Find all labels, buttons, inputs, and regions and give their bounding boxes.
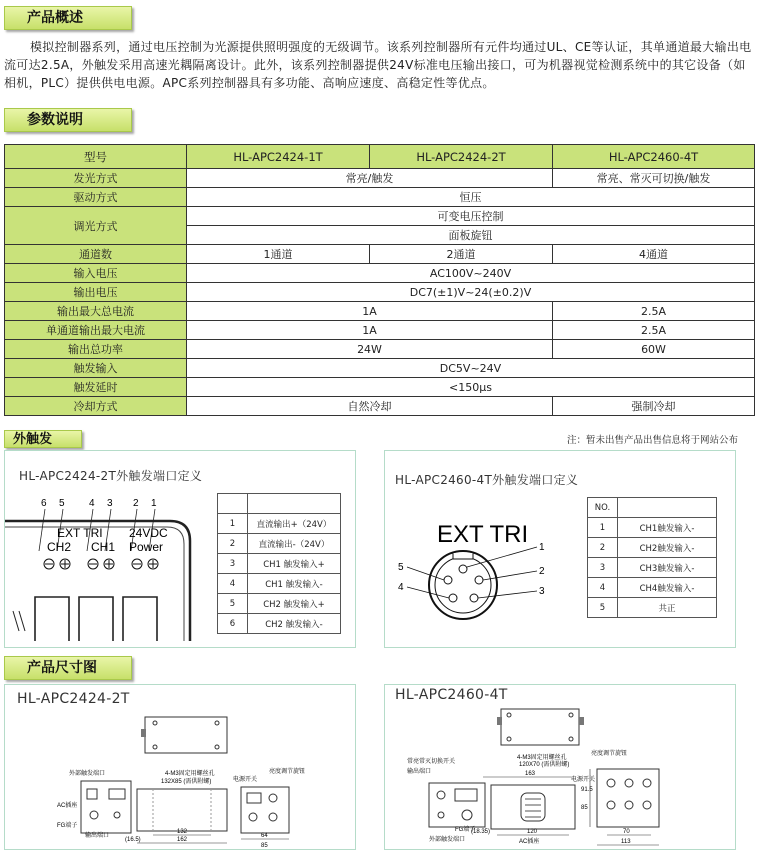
spec-label: 输出总功率	[5, 340, 187, 359]
ext-trigger-panel-2424	[4, 450, 356, 648]
ext-trigger-heading: 外触发	[4, 430, 82, 448]
spec-label: 输出最大总电流	[5, 302, 187, 321]
dimensions-heading: 产品尺寸图	[4, 656, 132, 680]
spec-value: 60W	[553, 340, 755, 359]
dim-ac-socket: AC插座	[57, 803, 78, 809]
spec-row-light-mode	[5, 169, 755, 188]
dim-85: 85	[581, 805, 588, 811]
spec-value: 常亮/触发	[187, 169, 553, 188]
spec-note: 注：暂未出售产品出售信息将于网站公布	[566, 435, 738, 446]
connector-num-4: 4	[398, 582, 404, 593]
pin-row: 5 CH2 触发输入+	[218, 594, 341, 614]
params-heading: 参数说明	[4, 108, 132, 132]
pin-row: 5 共正	[588, 598, 717, 618]
connector-num-3: 3	[539, 586, 545, 597]
spec-value: 恒压	[187, 188, 755, 207]
pin-row: 2 直流输出-（24V）	[218, 534, 341, 554]
terminal-num-4: 4	[89, 498, 95, 509]
overview-heading: 产品概述	[4, 6, 132, 30]
dim-power-switch: 电源开关	[571, 777, 596, 783]
pin-row: 4 CH1 触发输入-	[218, 574, 341, 594]
terminal-num-5: 5	[59, 498, 65, 509]
spec-value: 1通道	[187, 245, 370, 264]
dimension-title-2424: HL-APC2424-2T	[17, 691, 130, 707]
pin-row: 3 CH1 触发输入+	[218, 554, 341, 574]
pin-row: 1 直流输出+（24V）	[218, 514, 341, 534]
dim-163: 163	[525, 771, 536, 777]
spec-model-label: 型号	[5, 145, 187, 169]
dim-ac-socket: AC插座	[519, 839, 540, 845]
ext-trigger-title-2424: HL-APC2424-2T外触发端口定义	[19, 469, 203, 483]
dim-holes-label: 4-M3固定用螺丝孔	[165, 771, 215, 777]
terminal-panel-drawing	[5, 491, 215, 641]
terminal-num-6: 6	[41, 498, 47, 509]
spec-model-2: HL-APC2424-2T	[370, 145, 553, 169]
pin-table-2424	[217, 493, 341, 634]
dimension-panel-2424	[4, 684, 356, 850]
pin-row: 1 CH1触发输入-	[588, 518, 717, 538]
spec-value: 自然冷却	[187, 397, 553, 416]
spec-model-3: HL-APC2460-4T	[553, 145, 755, 169]
spec-label: 调光方式	[5, 207, 187, 245]
spec-value: 面板旋钮	[187, 226, 755, 245]
spec-value: DC5V~24V	[187, 359, 755, 378]
spec-label: 触发延时	[5, 378, 187, 397]
pin-row: 4 CH4触发输入-	[588, 578, 717, 598]
dim-64: 64	[261, 833, 268, 839]
spec-table	[4, 144, 755, 416]
spec-row-output-voltage	[5, 283, 755, 302]
dim-hole-spacing: 120X70 (需供附螺)	[519, 762, 570, 768]
terminal-num-3: 3	[107, 498, 113, 509]
dimension-drawing-2460	[385, 703, 735, 849]
dim-hole-spacing: 132X85 (需供附螺)	[161, 779, 212, 785]
terminal-num-1: 1	[151, 498, 157, 509]
spec-label: 单通道输出最大电流	[5, 321, 187, 340]
spec-row-max-total-current	[5, 302, 755, 321]
pin-row: NO.	[588, 498, 717, 518]
spec-label: 输入电压	[5, 264, 187, 283]
pin-row	[218, 494, 341, 514]
spec-value: 4通道	[553, 245, 755, 264]
pin-row: 6 CH2 触发输入-	[218, 614, 341, 634]
spec-row-cooling	[5, 397, 755, 416]
spec-label: 发光方式	[5, 169, 187, 188]
dim-ext-port: 外部触发端口	[429, 837, 466, 843]
spec-row-trigger-input	[5, 359, 755, 378]
connector-num-5: 5	[398, 562, 404, 573]
dimension-title-2460: HL-APC2460-4T	[395, 687, 508, 703]
dim-132: 132	[177, 829, 188, 835]
spec-value: 强制冷却	[553, 397, 755, 416]
dimension-drawing-2424	[5, 709, 355, 849]
dim-70: 70	[623, 829, 630, 835]
spec-value: AC100V~240V	[187, 264, 755, 283]
pin-table-2460	[587, 497, 717, 618]
pin-row: 2 CH2触发输入-	[588, 538, 717, 558]
dimension-panel-2460	[384, 684, 736, 850]
spec-header-row	[5, 145, 755, 169]
connector-label: EXT TRI	[437, 521, 529, 548]
spec-value: <150μs	[187, 378, 755, 397]
dim-16-5: (16.5)	[125, 837, 141, 843]
ch2-label: CH2	[47, 540, 72, 554]
spec-label: 输出电压	[5, 283, 187, 302]
spec-value: 24W	[187, 340, 553, 359]
spec-row-dimming-1	[5, 207, 755, 226]
pin-row: 3 CH3触发输入-	[588, 558, 717, 578]
dim-mode-switch: 常亮常灭切换开关	[407, 759, 456, 765]
spec-label: 冷却方式	[5, 397, 187, 416]
dim-18-35: (18.35)	[471, 829, 491, 835]
spec-model-1: HL-APC2424-1T	[187, 145, 370, 169]
dim-output-port: 输出端口	[407, 769, 432, 775]
spec-value: 2通道	[370, 245, 553, 264]
spec-value: 常亮、常灭可切换/触发	[553, 169, 755, 188]
connector-num-2: 2	[539, 566, 545, 577]
spec-label: 通道数	[5, 245, 187, 264]
spec-value: 1A	[187, 321, 553, 340]
spec-row-channels	[5, 245, 755, 264]
dim-120: 120	[527, 829, 538, 835]
connector-num-1: 1	[539, 542, 545, 553]
dim-162: 162	[177, 837, 188, 843]
dim-fg: FG端子	[455, 827, 476, 833]
dim-ext-port: 外部触发端口	[69, 771, 106, 777]
dim-brightness-knob: 亮度调节旋钮	[269, 769, 306, 775]
spec-row-max-channel-current	[5, 321, 755, 340]
dim-holes-label: 4-M3固定用螺丝孔	[517, 755, 567, 761]
connector-drawing	[385, 497, 585, 647]
vdc-label: 24VDC	[129, 526, 168, 540]
spec-row-drive	[5, 188, 755, 207]
dim-power-switch: 电源开关	[233, 777, 258, 783]
power-label: Power	[129, 540, 164, 554]
spec-value: 2.5A	[553, 321, 755, 340]
ext-trigger-panel-2460	[384, 450, 736, 648]
ch1-label: CH1	[91, 540, 116, 554]
spec-row-input-voltage	[5, 264, 755, 283]
dim-113: 113	[621, 839, 631, 845]
spec-label: 触发输入	[5, 359, 187, 378]
dim-91-5: 91.5	[581, 787, 593, 793]
spec-label: 驱动方式	[5, 188, 187, 207]
overview-text: 模拟控制器系列，通过电压控制为光源提供照明强度的无级调节。该系列控制器所有元件均通过UL、CE等认证，其单通道最大输出电流可达2.5A，外触发采用高速光耦隔离设计。此外，该系列控制器提供24V标准电压输出接口，可为机器视觉检测系统中的其它设备（如相机，PLC）提供供电电源。APC系列控制器具有多功能、高响应速度、高稳定性等优点。	[4, 40, 752, 90]
spec-value: 1A	[187, 302, 553, 321]
ext-tri-label: EXT TRI	[57, 526, 103, 540]
spec-row-total-power	[5, 340, 755, 359]
dim-fg: FG端子	[57, 823, 78, 829]
spec-value: DC7(±1)V~24(±0.2)V	[187, 283, 755, 302]
spec-value: 2.5A	[553, 302, 755, 321]
ext-trigger-title-2460: HL-APC2460-4T外触发端口定义	[395, 473, 579, 487]
dim-85: 85	[261, 843, 268, 849]
spec-value: 可变电压控制	[187, 207, 755, 226]
dim-brightness-knob: 亮度调节旋钮	[591, 751, 628, 757]
dim-output-port: 输出端口	[85, 833, 110, 839]
terminal-num-2: 2	[133, 498, 139, 509]
spec-row-trigger-delay	[5, 378, 755, 397]
